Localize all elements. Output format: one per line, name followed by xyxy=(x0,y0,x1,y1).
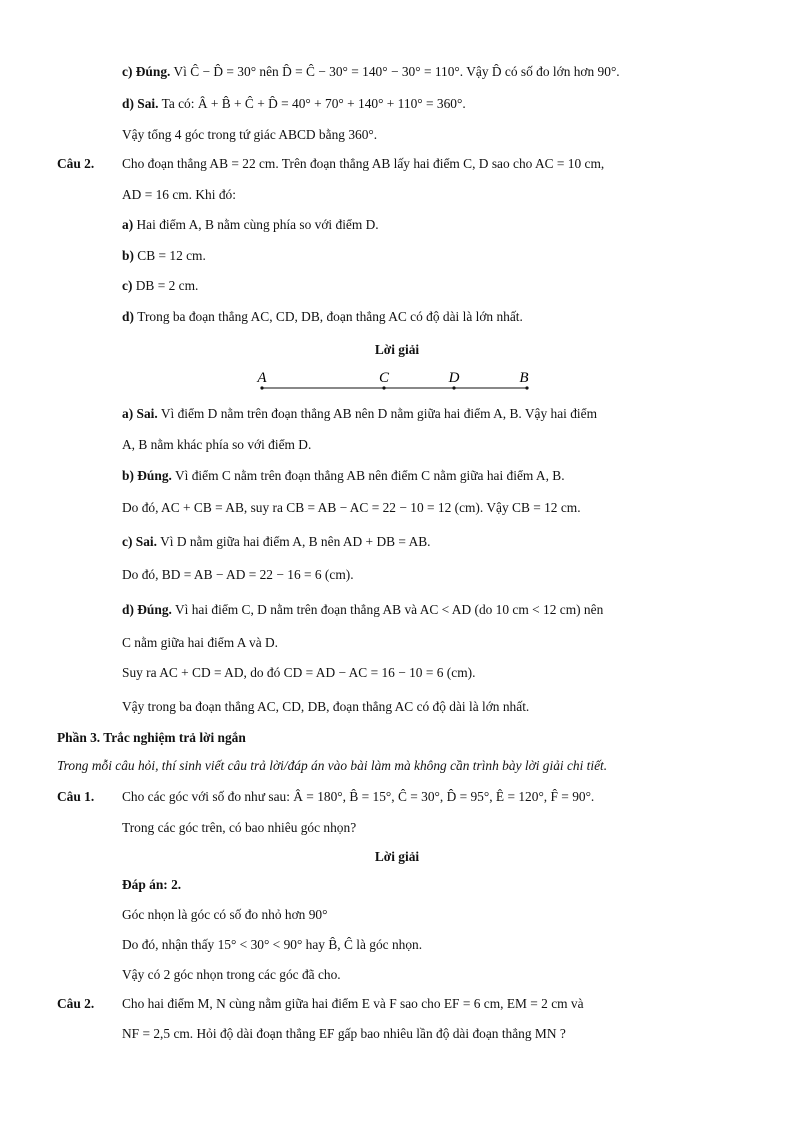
text-line: Cho các góc với số đo như sau: Â = 180°, B̂ = 15°, Ĉ = 30°, D̂ = 95°, Ê = 120°, F̂ = 90°. xyxy=(122,789,595,804)
question-label: Câu 2. xyxy=(57,996,95,1011)
text-line: d) Sai. Ta có: Â + B̂ + Ĉ + D̂ = 40° + 70° + 140° + 110° = 360°. xyxy=(122,96,466,111)
point-b-label: B xyxy=(519,370,529,386)
text-line: Do đó, AC + CB = AB, suy ra CB = AB − AC = 22 − 10 = 12 (cm). Vậy CB = 12 cm. xyxy=(122,500,581,515)
point-a-dot xyxy=(260,386,263,389)
section-heading: Phần 3. Trắc nghiệm trả lời ngắn xyxy=(57,730,246,745)
text-line: C nằm giữa hai điểm A và D. xyxy=(122,635,279,650)
point-a-label: A xyxy=(257,370,267,386)
option-line: d) Trong ba đoạn thẳng AC, CD, DB, đoạn thẳng AC có độ dài là lớn nhất. xyxy=(122,309,523,324)
point-d-label: D xyxy=(448,370,460,386)
question-label: Câu 2. xyxy=(57,156,95,171)
text-line: Vậy có 2 góc nhọn trong các góc đã cho. xyxy=(122,967,341,982)
point-d-dot xyxy=(452,386,455,389)
text-line: NF = 2,5 cm. Hỏi độ dài đoạn thẳng EF gấp bao nhiêu lần độ dài đoạn thẳng MN ? xyxy=(122,1026,566,1041)
text-line: a) Sai. Vì điểm D nằm trên đoạn thẳng AB nên D nằm giữa hai điểm A, B. Vậy hai điểm xyxy=(122,406,597,421)
solution-heading: Lời giải xyxy=(374,342,420,357)
text-line: Suy ra AC + CD = AD, do đó CD = AD − AC = 16 − 10 = 6 (cm). xyxy=(122,665,476,680)
question-label: Câu 1. xyxy=(57,789,95,804)
text-line: Trong các góc trên, có bao nhiêu góc nhọn? xyxy=(122,820,357,835)
text-line: c) Đúng. Vì Ĉ − D̂ = 30° nên D̂ = Ĉ − 30° = 140° − 30° = 110°. Vậy D̂ có số đo lớn hơn 90°. xyxy=(122,64,620,79)
text-line: Do đó, nhận thấy 15° < 30° < 90° hay B̂, Ĉ là góc nhọn. xyxy=(122,937,423,952)
answer-line: Đáp án: 2. xyxy=(122,877,182,892)
segment-figure xyxy=(0,366,794,406)
text-line: Góc nhọn là góc có số đo nhỏ hơn 90° xyxy=(122,907,328,922)
text-line: AD = 16 cm. Khi đó: xyxy=(122,187,236,202)
point-c-label: C xyxy=(378,370,390,386)
text-line: A, B nằm khác phía so với điểm D. xyxy=(122,437,312,452)
point-b-dot xyxy=(525,386,528,389)
text-line: Cho hai điểm M, N cùng nằm giữa hai điểm E và F sao cho EF = 6 cm, EM = 2 cm và xyxy=(122,996,584,1011)
section-note: Trong mỗi câu hỏi, thí sinh viết câu trả lời/đáp án vào bài làm mà không cần trình bày lời giải chi tiết. xyxy=(57,758,608,773)
option-line: c) DB = 2 cm. xyxy=(122,278,199,293)
text-line: Cho đoạn thẳng AB = 22 cm. Trên đoạn thẳng AB lấy hai điểm C, D sao cho AC = 10 cm, xyxy=(122,156,605,171)
point-c-dot xyxy=(382,386,385,389)
text-line: b) Đúng. Vì điểm C nằm trên đoạn thẳng AB nên điểm C nằm giữa hai điểm A, B. xyxy=(122,468,565,483)
text-line: c) Sai. Vì D nằm giữa hai điểm A, B nên AD + DB = AB. xyxy=(122,534,431,549)
text-line: d) Đúng. Vì hai điểm C, D nằm trên đoạn thẳng AB và AC < AD (do 10 cm < 12 cm) nên xyxy=(122,602,604,617)
text-line: Vậy tổng 4 góc trong tứ giác ABCD bằng 360°. xyxy=(122,127,378,142)
text-line: Do đó, BD = AB − AD = 22 − 16 = 6 (cm). xyxy=(122,567,354,582)
option-line: b) CB = 12 cm. xyxy=(122,248,206,263)
solution-heading: Lời giải xyxy=(374,849,420,864)
option-line: a) Hai điểm A, B nằm cùng phía so với điểm D. xyxy=(122,217,379,232)
text-line: Vậy trong ba đoạn thẳng AC, CD, DB, đoạn thẳng AC có độ dài là lớn nhất. xyxy=(122,699,530,714)
